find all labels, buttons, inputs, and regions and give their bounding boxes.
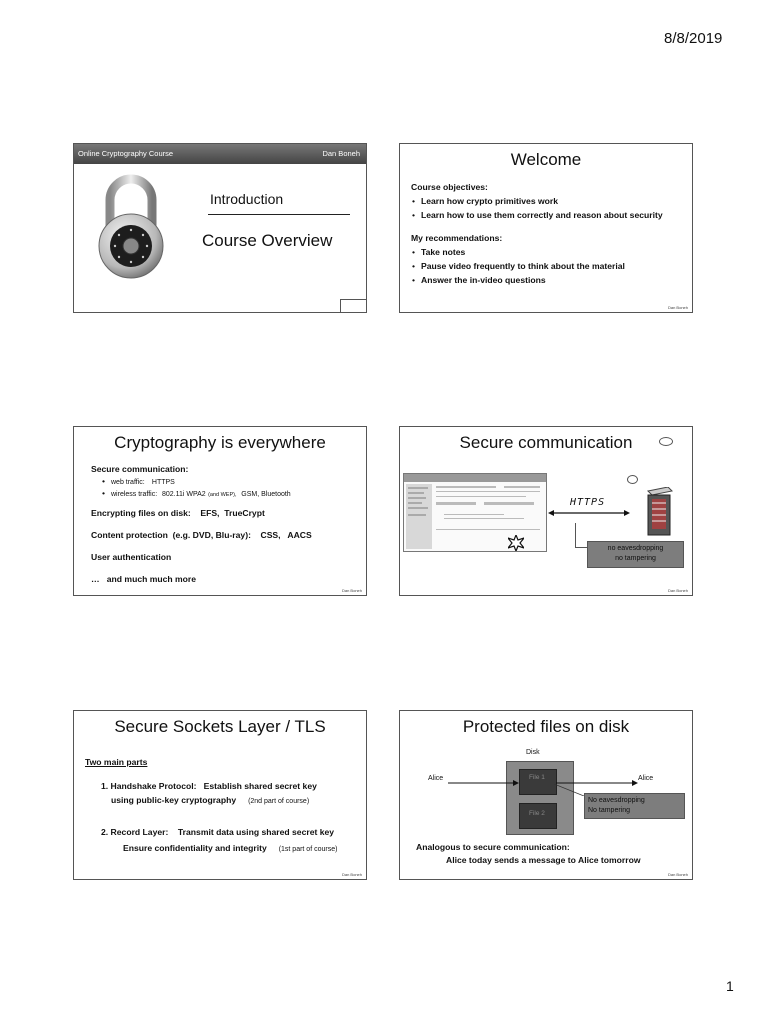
slide-subtitle: Course Overview [202, 231, 333, 250]
objectives-list [411, 194, 663, 222]
slide-title: Secure Sockets Layer / TLS [114, 717, 326, 736]
callout-line: no tampering [615, 555, 656, 562]
server-icon [644, 487, 674, 537]
slide-title: Protected files on disk [462, 717, 630, 736]
page-number: 1 [726, 978, 734, 994]
web-value: HTTPS [151, 479, 175, 486]
list-item [111, 488, 312, 501]
slide-title-introduction: Introduction [210, 191, 284, 207]
callout-line: no eavesdropping [607, 545, 664, 552]
slide-footer: Dan Boneh [667, 872, 688, 877]
two-parts-heading: Two main parts [85, 757, 148, 767]
padlock-icon [98, 174, 164, 284]
slide-title: Cryptography is everywhere [114, 433, 326, 452]
slide-footer: Dan Boneh [667, 588, 688, 593]
slide-introduction [73, 143, 367, 313]
auth-line: User authentication [91, 552, 172, 562]
slide-ssl-tls [73, 710, 367, 880]
recommendations-list [411, 245, 663, 287]
handshake-text: using public-key cryptography [111, 795, 237, 805]
explosion-icon [508, 535, 524, 551]
course-name: Online Cryptography Course [78, 149, 174, 158]
handshake-detail [85, 793, 337, 809]
callout-line: No eavesdropping [588, 797, 645, 804]
slide-protected-files [399, 710, 693, 880]
slide-title: Secure communication [459, 433, 633, 452]
flow-arrows [448, 775, 638, 785]
record-line: 2. Record Layer: Transmit data using shared secret key [101, 827, 335, 837]
wireless-value: 802.11i WPA2 [161, 491, 206, 498]
slide-secure-communication [399, 426, 693, 596]
https-connection [548, 497, 630, 527]
list-item: • Learn how to use them correctly and reason about security [421, 208, 663, 222]
list-item: • Answer the in-video questions [421, 273, 663, 287]
handshake-line: 1. Handshake Protocol: Establish shared secret key [101, 781, 317, 791]
analogy-text [416, 841, 641, 867]
wireless-paren: (and WEP), [208, 492, 237, 498]
wireless-label: wireless traffic: [111, 491, 158, 498]
slide-footer: Dan Boneh [341, 872, 362, 877]
title-rule [208, 214, 350, 215]
https-label: HTTPS [570, 497, 606, 508]
corner-box [340, 299, 366, 312]
web-label: web traffic: [111, 479, 145, 486]
record-detail [85, 841, 337, 857]
record-note: (1st part of course) [278, 846, 338, 853]
comm-list [91, 476, 312, 501]
author-name: Dan Boneh [322, 149, 360, 158]
list-item: • Learn how crypto primitives work [421, 194, 663, 208]
slide-body [411, 180, 663, 287]
cloud-icon [627, 475, 638, 484]
list-item: • Take notes [421, 245, 663, 259]
security-callout [584, 793, 685, 819]
handshake-note: (2nd part of course) [248, 798, 310, 805]
alice-left: Alice [428, 775, 444, 782]
cloud-icon [659, 437, 673, 446]
file2-label: File 2 [529, 810, 545, 817]
more-line: … and much much more [91, 574, 197, 584]
slide-header-bar [74, 144, 366, 164]
content-line: Content protection (e.g. DVD, Blu-ray): CSS, AACS [91, 530, 312, 540]
slide-body [85, 755, 337, 857]
list-item: • Pause video frequently to think about the material [421, 259, 663, 273]
disk-line: Encrypting files on disk: EFS, TrueCrypt [91, 508, 265, 518]
slide-body [91, 463, 312, 586]
browser-screenshot [403, 473, 547, 552]
callout-leader [554, 783, 584, 795]
security-callout [587, 541, 684, 568]
objectives-heading: Course objectives: [411, 182, 488, 192]
secure-comm-heading: Secure communication: [91, 464, 189, 474]
alice-right: Alice [638, 775, 654, 782]
recommendations-heading: My recommendations: [411, 233, 503, 243]
slide-footer: Dan Boneh [667, 305, 688, 310]
list-item [111, 476, 312, 488]
file1-label: File 1 [529, 774, 545, 781]
analogy-heading: Analogous to secure communication: [416, 842, 570, 852]
analogy-detail: Alice today sends a message to Alice tomorrow [446, 855, 641, 865]
record-text: Ensure confidentiality and integrity [123, 843, 267, 853]
slide-crypto-everywhere [73, 426, 367, 596]
wireless-rest: GSM, Bluetooth [241, 491, 291, 498]
disk-label: Disk [526, 749, 540, 756]
callout-line: No tampering [588, 807, 631, 814]
page-date: 8/8/2019 [664, 30, 723, 47]
slide-footer: Dan Boneh [341, 588, 362, 593]
slide-welcome [399, 143, 693, 313]
slide-title: Welcome [510, 150, 582, 169]
